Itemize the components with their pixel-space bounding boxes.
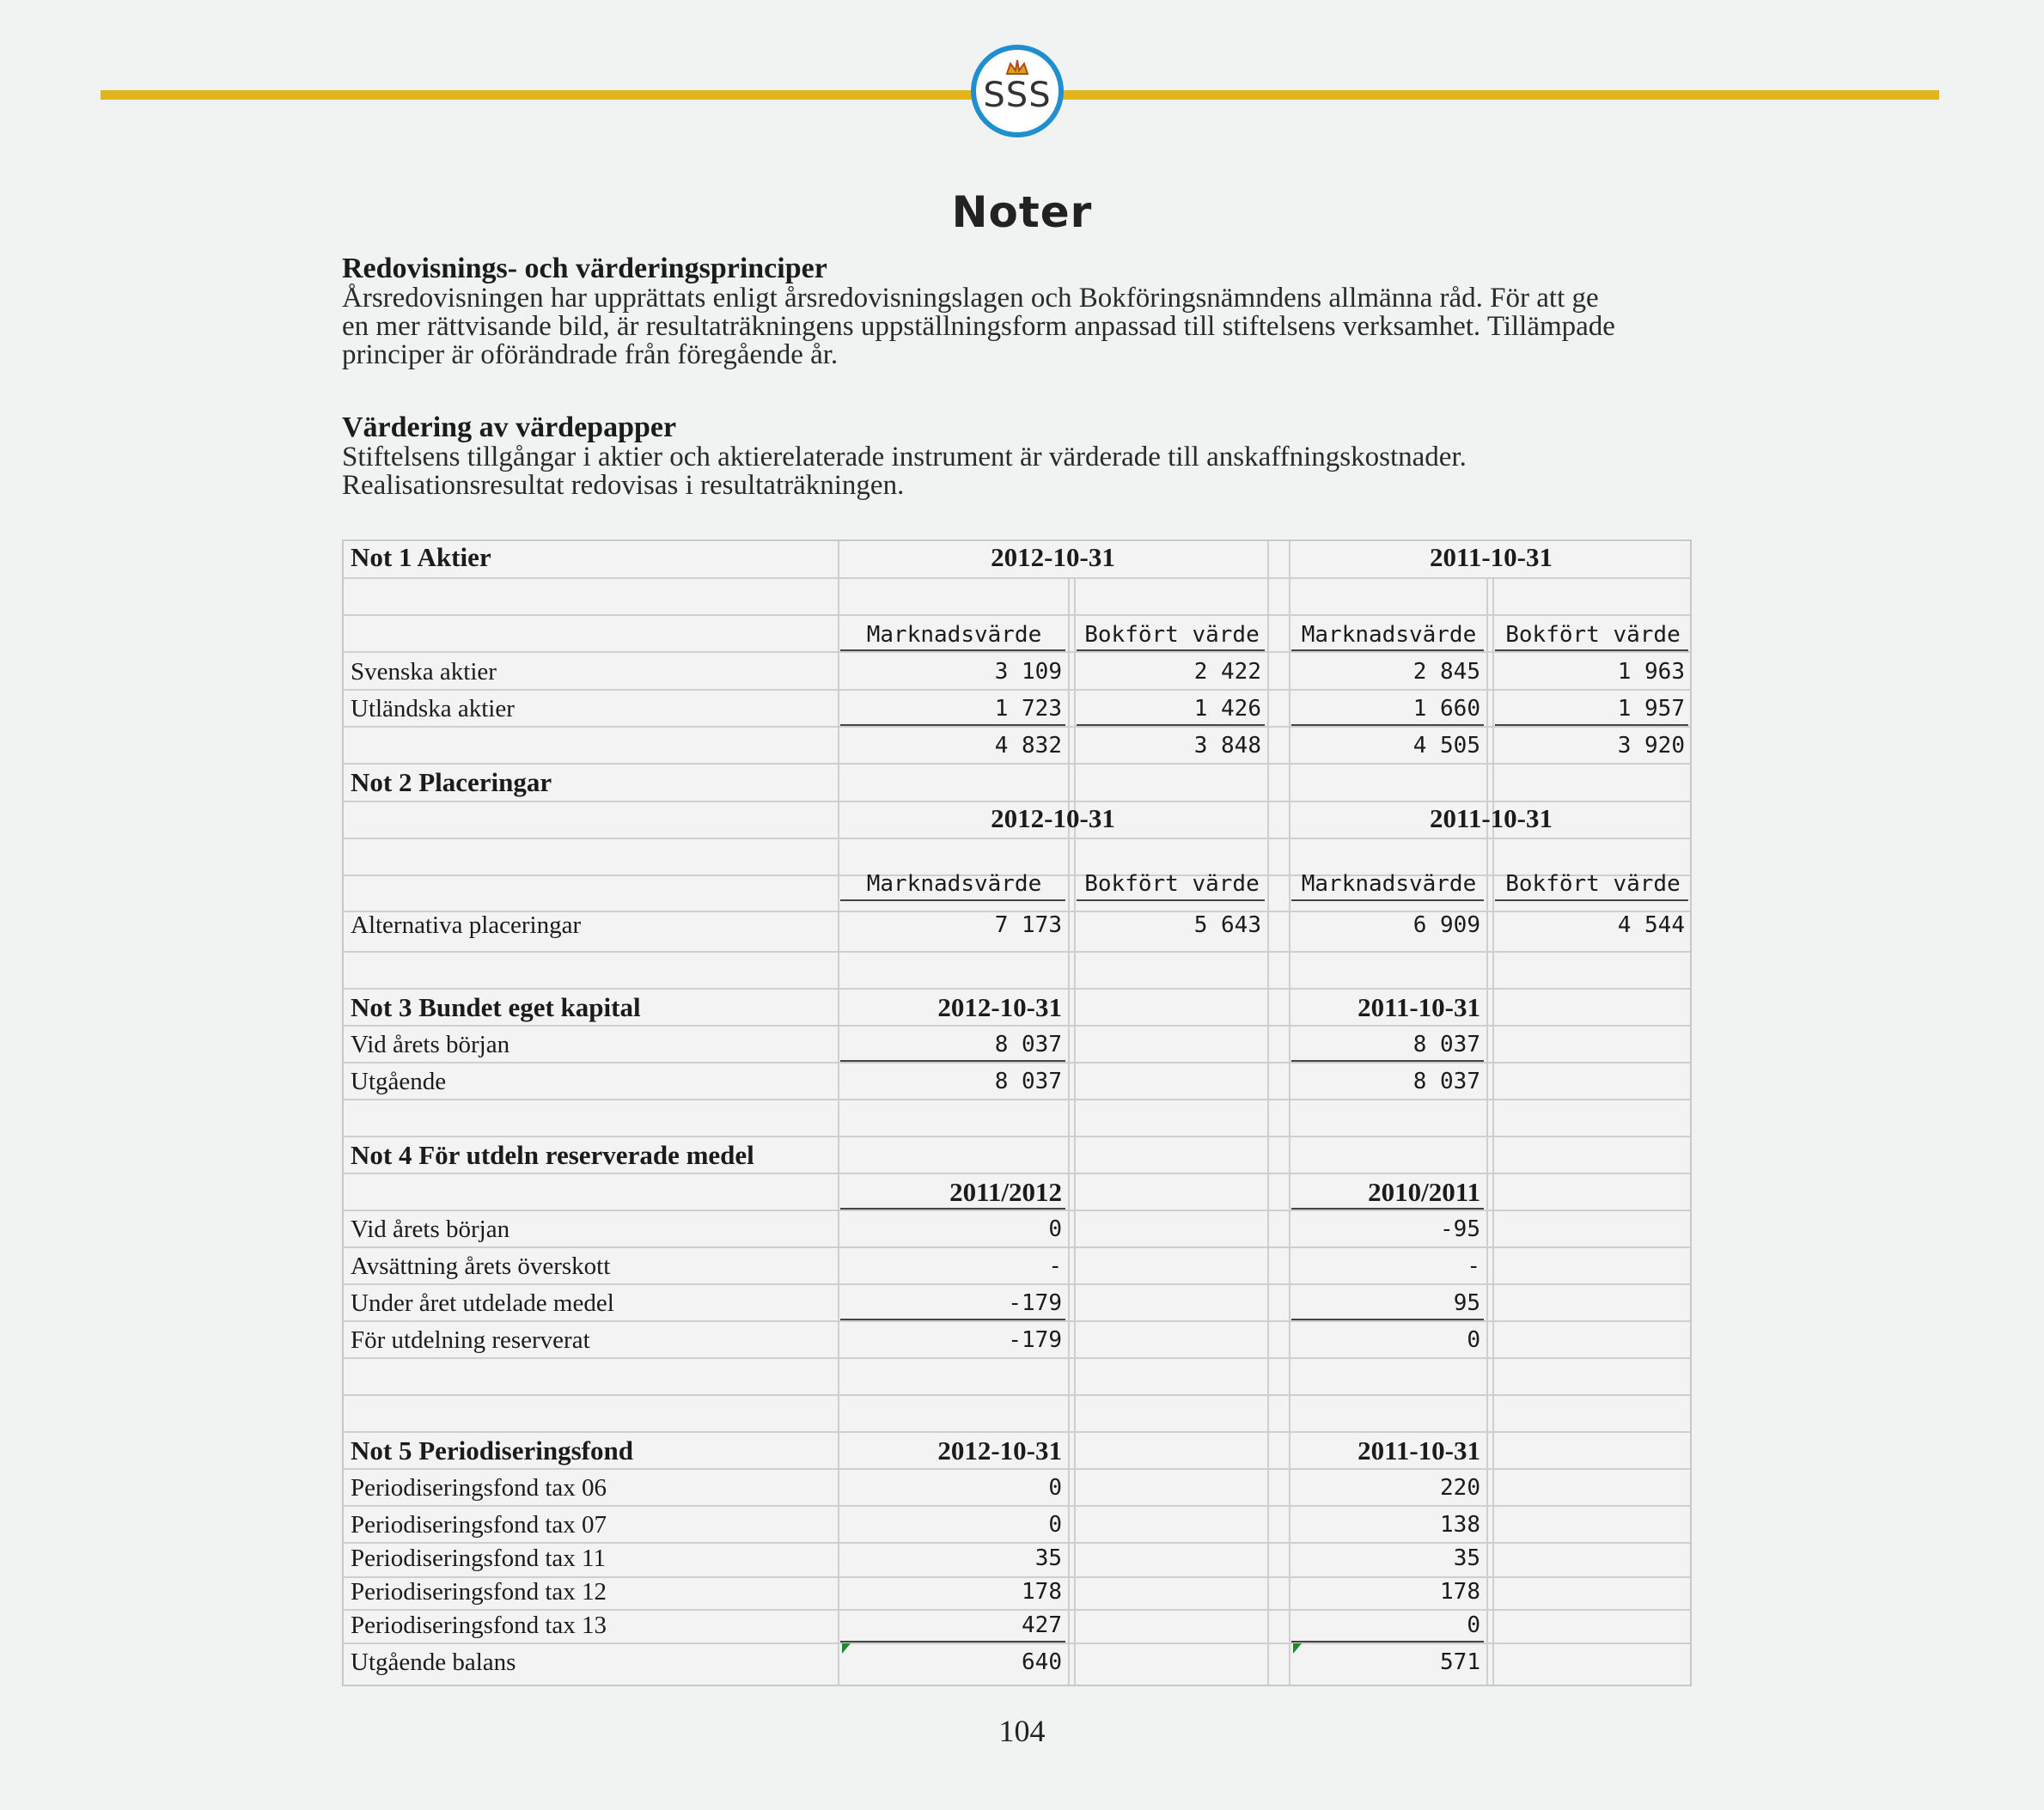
column-label: Marknadsvärde bbox=[866, 622, 1042, 648]
value-cell: 571 bbox=[1440, 1649, 1480, 1675]
date-header: 2011-10-31 bbox=[1358, 1435, 1480, 1466]
value-cell: 1 963 bbox=[1617, 659, 1685, 685]
underline bbox=[1291, 1641, 1484, 1642]
underline bbox=[1291, 1060, 1484, 1062]
section-line: Realisationsresultat redovisas i resultaträkningen. bbox=[342, 470, 905, 501]
value-cell: 7 173 bbox=[994, 912, 1062, 938]
underline bbox=[840, 1208, 1065, 1210]
value-cell: 178 bbox=[1022, 1579, 1062, 1605]
value-cell: - bbox=[1467, 1253, 1480, 1279]
grid-col-line bbox=[1068, 577, 1070, 1685]
grid-col-line bbox=[1289, 541, 1290, 1685]
date-header: 2012-10-31 bbox=[937, 992, 1062, 1022]
underline bbox=[1291, 1319, 1484, 1320]
underline bbox=[840, 1319, 1065, 1320]
section-heading: Redovisnings- och värderingsprinciper bbox=[342, 253, 827, 284]
column-label: Marknadsvärde bbox=[1301, 622, 1477, 648]
date-header: 2011-10-31 bbox=[1430, 803, 1553, 833]
underline bbox=[1291, 724, 1484, 726]
underline bbox=[840, 1641, 1065, 1642]
date-header: 2012-10-31 bbox=[937, 1435, 1062, 1466]
date-header: 2011-10-31 bbox=[1358, 992, 1480, 1022]
note-title: Not 3 Bundet eget kapital bbox=[351, 992, 641, 1022]
row-label: Periodiseringsfond tax 11 bbox=[351, 1545, 606, 1572]
page-title: Noter bbox=[951, 187, 1093, 237]
section-line: principer är oförändrade från föregående år. bbox=[342, 339, 839, 370]
row-label: För utdelning reserverat bbox=[351, 1326, 590, 1354]
underline bbox=[840, 899, 1065, 901]
section-vardering bbox=[342, 412, 1768, 500]
date-header: 2012-10-31 bbox=[991, 803, 1115, 833]
value-cell: 0 bbox=[1467, 1612, 1480, 1638]
sum-cell: 4 505 bbox=[1412, 733, 1480, 759]
date-header: 2012-10-31 bbox=[991, 542, 1115, 572]
value-cell: 8 037 bbox=[1412, 1069, 1480, 1094]
value-cell: 0 bbox=[1048, 1475, 1062, 1501]
section-line: Årsredovisningen har upprättats enligt årsredovisningslagen och Bokföringsnämndens allmänna råd. För att ge bbox=[342, 283, 1599, 314]
column-label: Bokfört värde bbox=[1084, 622, 1260, 648]
value-cell: 95 bbox=[1453, 1290, 1480, 1316]
row-label: Periodiseringsfond tax 12 bbox=[351, 1578, 607, 1606]
column-label: Marknadsvärde bbox=[1301, 871, 1477, 897]
grid-col-line bbox=[838, 541, 839, 1685]
value-cell: 3 109 bbox=[994, 659, 1062, 685]
value-cell: -179 bbox=[1008, 1327, 1062, 1353]
row-label: Utländska aktier bbox=[351, 695, 515, 722]
underline bbox=[1495, 649, 1688, 651]
section-line: en mer rättvisande bild, är resultaträkningens uppställningsform anpassad till stiftelsens verksamhet. Tillämpade bbox=[342, 311, 1615, 342]
row-label: Svenska aktier bbox=[351, 658, 497, 686]
section-line: Stiftelsens tillgångar i aktier och aktierelaterade instrument är värderade till anskaffningskostnader. bbox=[342, 442, 1467, 472]
row-label: Utgående balans bbox=[351, 1649, 516, 1676]
logo-text: SSS bbox=[983, 76, 1052, 115]
note-title: Not 1 Aktier bbox=[351, 542, 491, 572]
value-cell: 5 643 bbox=[1193, 912, 1261, 938]
underline bbox=[1495, 724, 1688, 726]
period-header: 2011/2012 bbox=[949, 1177, 1062, 1207]
value-cell: 4 544 bbox=[1617, 912, 1685, 938]
value-cell: 0 bbox=[1048, 1216, 1062, 1242]
grid-col-line bbox=[1267, 541, 1269, 1685]
column-label: Bokfört värde bbox=[1505, 622, 1681, 648]
section-redovisningsprinciper bbox=[342, 253, 1768, 369]
section-heading: Värdering av värdepapper bbox=[342, 411, 677, 443]
value-cell: 138 bbox=[1440, 1512, 1480, 1538]
row-label: Under året utdelade medel bbox=[351, 1289, 614, 1317]
column-label: Marknadsvärde bbox=[866, 871, 1042, 897]
underline bbox=[1077, 649, 1265, 651]
value-cell: 35 bbox=[1453, 1545, 1480, 1571]
value-cell: 640 bbox=[1022, 1649, 1062, 1675]
period-header: 2010/2011 bbox=[1368, 1177, 1480, 1207]
underline bbox=[840, 649, 1065, 651]
value-cell: - bbox=[1048, 1253, 1062, 1279]
value-cell: 0 bbox=[1467, 1327, 1480, 1353]
underline bbox=[1291, 899, 1484, 901]
column-label: Bokfört värde bbox=[1505, 871, 1681, 897]
row-label: Periodiseringsfond tax 06 bbox=[351, 1474, 607, 1502]
sum-cell: 3 848 bbox=[1193, 733, 1261, 759]
grid-col-line bbox=[1492, 577, 1494, 1685]
value-cell: 8 037 bbox=[994, 1032, 1062, 1057]
row-label: Periodiseringsfond tax 07 bbox=[351, 1511, 607, 1539]
value-cell: 2 845 bbox=[1412, 659, 1480, 685]
row-label: Alternativa placeringar bbox=[351, 911, 582, 939]
value-cell: 0 bbox=[1048, 1512, 1062, 1538]
underline bbox=[1077, 899, 1265, 901]
sum-cell: 3 920 bbox=[1617, 733, 1685, 759]
note-title: Not 2 Placeringar bbox=[351, 767, 552, 797]
grid-col-line bbox=[1074, 577, 1076, 1685]
note-title: Not 4 För utdeln reserverade medel bbox=[351, 1140, 754, 1170]
row-label: Vid årets början bbox=[351, 1031, 510, 1058]
page-number: 104 bbox=[998, 1714, 1046, 1748]
underline bbox=[1077, 724, 1265, 726]
value-cell: 6 909 bbox=[1412, 912, 1480, 938]
value-cell: 178 bbox=[1440, 1579, 1480, 1605]
value-cell: 1 426 bbox=[1193, 696, 1261, 722]
row-label: Periodiseringsfond tax 13 bbox=[351, 1612, 607, 1639]
value-cell: 8 037 bbox=[994, 1069, 1062, 1094]
row-label: Avsättning årets överskott bbox=[351, 1252, 611, 1280]
sum-cell: 4 832 bbox=[994, 733, 1062, 759]
value-cell: 35 bbox=[1034, 1545, 1062, 1571]
grid-col-line bbox=[1486, 577, 1488, 1685]
underline bbox=[1291, 1208, 1484, 1210]
value-cell: 2 422 bbox=[1193, 659, 1261, 685]
value-cell: -179 bbox=[1008, 1290, 1062, 1316]
underline bbox=[840, 724, 1065, 726]
underline bbox=[1291, 649, 1484, 651]
value-cell: -95 bbox=[1440, 1216, 1480, 1242]
value-cell: 8 037 bbox=[1412, 1032, 1480, 1057]
value-cell: 427 bbox=[1022, 1612, 1062, 1638]
value-cell: 1 723 bbox=[994, 696, 1062, 722]
underline bbox=[840, 1060, 1065, 1062]
column-label: Bokfört värde bbox=[1084, 871, 1260, 897]
note-title: Not 5 Periodiseringsfond bbox=[351, 1435, 633, 1466]
notes-table bbox=[342, 539, 1692, 1686]
date-header: 2011-10-31 bbox=[1430, 542, 1553, 572]
row-label: Utgående bbox=[351, 1068, 447, 1095]
value-cell: 220 bbox=[1440, 1475, 1480, 1501]
value-cell: 1 957 bbox=[1617, 696, 1685, 722]
foundation-logo bbox=[971, 45, 1064, 137]
value-cell: 1 660 bbox=[1412, 696, 1480, 722]
underline bbox=[1495, 899, 1688, 901]
row-label: Vid årets början bbox=[351, 1216, 510, 1243]
